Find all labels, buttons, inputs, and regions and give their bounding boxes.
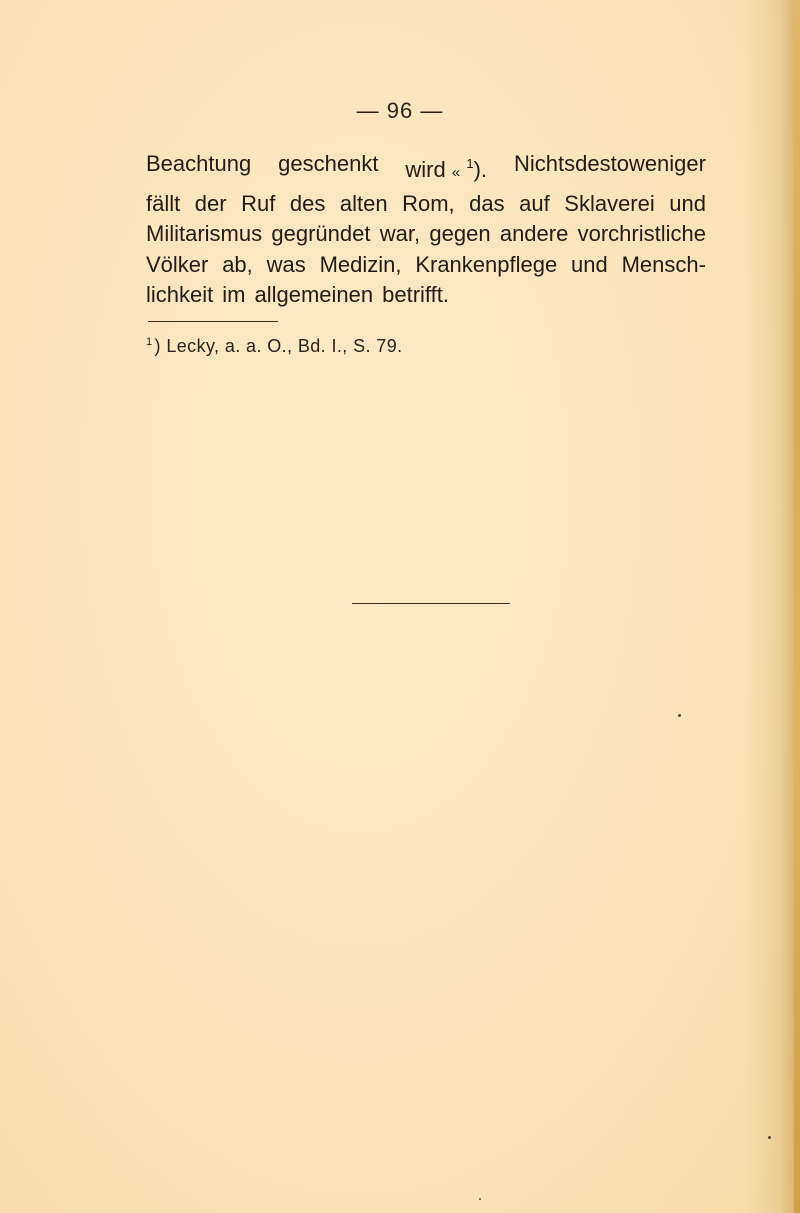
paper-speck — [479, 1198, 481, 1200]
footnote-separator — [148, 321, 278, 322]
footnote-ref: 1 — [466, 156, 474, 171]
word: was — [266, 251, 306, 277]
word: allgemeinen — [254, 282, 374, 307]
word: und — [669, 190, 706, 216]
word: Beachtung — [146, 151, 252, 176]
word: ). — [473, 157, 488, 182]
word: das — [469, 190, 505, 216]
word: Völker — [146, 251, 209, 277]
page-edge — [794, 0, 800, 1213]
word: im — [222, 282, 246, 307]
word: Militarismus — [146, 221, 263, 246]
word: alten — [339, 190, 388, 216]
word: Ruf — [241, 190, 276, 216]
text-line-1 — [146, 149, 706, 189]
page-number: — 96 — — [356, 98, 444, 123]
footnote-marker: 1 — [146, 336, 153, 348]
text-line-4 — [146, 250, 706, 281]
word: Mensch- — [621, 251, 706, 277]
section-divider — [352, 603, 510, 604]
word: Sklaverei — [564, 190, 655, 216]
word: Krankenpflege — [415, 251, 558, 277]
word: andere — [499, 221, 569, 246]
footnote-text: Lecky, a. a. O., Bd. I., S. 79. — [166, 336, 403, 356]
word: vorchristliche — [577, 221, 706, 246]
word: ab, — [222, 251, 253, 277]
word: Medizin, — [319, 251, 402, 277]
body-paragraph — [146, 149, 706, 311]
word: fällt — [146, 190, 181, 216]
word: lichkeit — [146, 282, 214, 307]
word: war, — [379, 221, 421, 246]
footnote — [146, 336, 403, 357]
word: gegründet — [271, 221, 371, 246]
word: wird — [405, 157, 446, 182]
word: Rom, — [402, 190, 455, 216]
word: des — [289, 190, 326, 216]
word: gegen — [429, 221, 491, 246]
text-line-5 — [146, 280, 706, 311]
word: geschenkt — [278, 151, 379, 176]
word: auf — [519, 190, 550, 216]
text-line-3 — [146, 219, 706, 250]
word: und — [571, 251, 608, 277]
word: betrifft. — [382, 282, 449, 307]
word: der — [194, 190, 227, 216]
word: Nichtsdestoweniger — [513, 151, 706, 176]
paper-speck — [768, 1136, 771, 1139]
closing-guillemet: « — [451, 164, 461, 181]
paper-speck — [678, 714, 681, 717]
word-group — [405, 149, 487, 189]
text-line-2 — [146, 189, 706, 220]
footnote-paren: ) — [154, 336, 161, 356]
